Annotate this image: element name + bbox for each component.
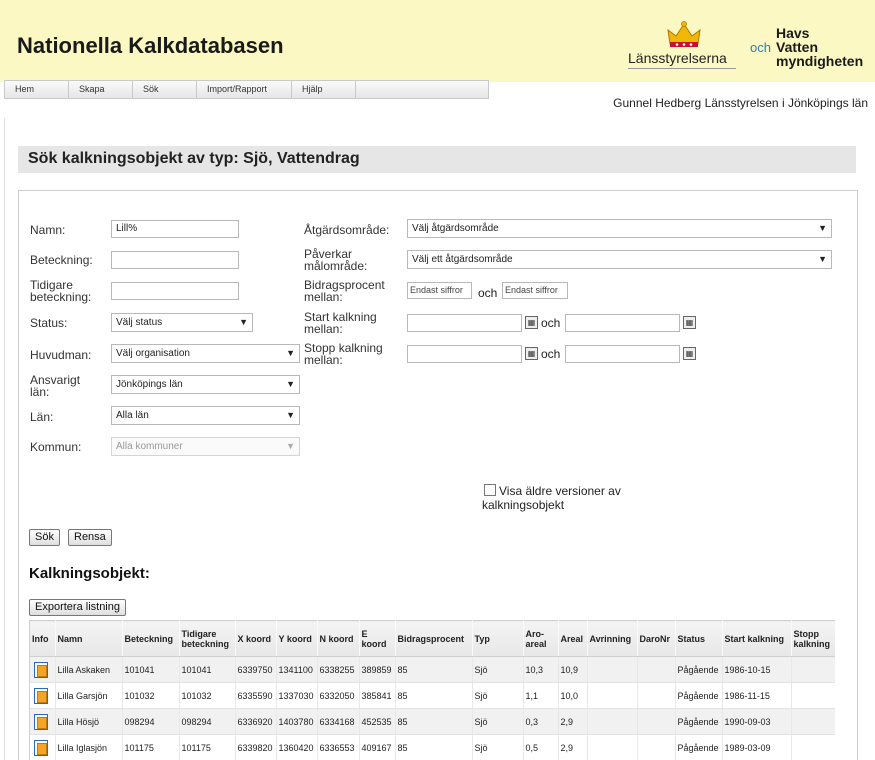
cell-bidrag: 85 <box>395 735 472 760</box>
cell-bidrag: 85 <box>395 683 472 709</box>
paverkar-malomrade-select[interactable]: Välj ett åtgärdsområde ▼ <box>407 250 832 269</box>
kommun-select: Alla kommuner ▼ <box>111 437 300 456</box>
namn-input[interactable]: Lill% <box>111 220 239 238</box>
export-button[interactable]: Exportera listning <box>29 599 126 616</box>
col-header-avrinning[interactable]: Avrinning <box>587 621 637 657</box>
col-header-stopp[interactable]: Stopp kalkning <box>791 621 835 657</box>
status-select[interactable]: Välj status ▼ <box>111 313 253 332</box>
header-banner <box>0 0 875 82</box>
cell-x: 6335590 <box>235 683 276 709</box>
lan-label: Län: <box>30 410 54 424</box>
och-label: och <box>478 286 498 300</box>
cell-typ: Sjö <box>472 709 523 735</box>
visa-aldre-label: Visa äldre versioner av kalkningsobjekt <box>482 484 621 512</box>
cell-stopp <box>791 735 835 760</box>
cell-x: 6336920 <box>235 709 276 735</box>
logged-in-user: Gunnel Hedberg Länsstyrelsen i Jönköpings län <box>613 96 868 110</box>
nav-spacer <box>356 81 488 98</box>
table-row <box>30 683 835 709</box>
cell-daronr <box>637 709 675 735</box>
cell-aro: 0,5 <box>523 735 558 760</box>
col-header-y[interactable]: Y koord <box>276 621 317 657</box>
cell-avrinning <box>587 709 637 735</box>
cell-start: 1989-03-09 <box>722 735 791 760</box>
visa-aldre-checkbox[interactable] <box>484 484 496 496</box>
cell-tidigare: 101175 <box>179 735 235 760</box>
info-icon[interactable] <box>34 662 48 678</box>
lan-select[interactable]: Alla län ▼ <box>111 406 300 425</box>
cell-status: Pågående <box>675 683 722 709</box>
nav-item-import-rapport[interactable]: Import/Rapport <box>197 81 292 98</box>
stopp-kalkning-from-input[interactable] <box>407 345 522 363</box>
cell-beteckning: 098294 <box>122 709 179 735</box>
cell-namn: Lilla Hösjö <box>55 709 122 735</box>
cell-avrinning <box>587 657 637 683</box>
cell-n: 6336553 <box>317 735 359 760</box>
cell-daronr <box>637 683 675 709</box>
beteckning-input[interactable] <box>111 251 239 269</box>
col-header-n[interactable]: N koord <box>317 621 359 657</box>
beteckning-label: Beteckning: <box>30 253 93 267</box>
cell-stopp <box>791 683 835 709</box>
cell-bidrag: 85 <box>395 657 472 683</box>
chevron-down-icon: ▼ <box>286 379 295 389</box>
col-header-aro[interactable]: Aro-areal <box>523 621 558 657</box>
chevron-down-icon: ▼ <box>818 223 827 233</box>
nav-item-hem[interactable]: Hem <box>5 81 69 98</box>
havs-och-word: och <box>750 40 771 55</box>
cell-typ: Sjö <box>472 683 523 709</box>
col-header-bidrag[interactable]: Bidragsprocent <box>395 621 472 657</box>
och-label: och <box>541 347 561 361</box>
col-header-daronr[interactable]: DaroNr <box>637 621 675 657</box>
cell-tidigare: 098294 <box>179 709 235 735</box>
col-header-beteckning[interactable]: Beteckning <box>122 621 179 657</box>
col-header-e[interactable]: E koord <box>359 621 395 657</box>
cell-n: 6334168 <box>317 709 359 735</box>
calendar-icon[interactable]: ▦ <box>683 316 696 329</box>
ansvarigt-lan-label: Ansvarigt län: <box>30 373 81 399</box>
cell-beteckning: 101032 <box>122 683 179 709</box>
cell-n: 6332050 <box>317 683 359 709</box>
results-title: Kalkningsobjekt: <box>29 565 150 582</box>
namn-label: Namn: <box>30 223 66 237</box>
cell-avrinning <box>587 735 637 760</box>
cell-namn: Lilla Iglasjön <box>55 735 122 760</box>
cell-areal: 10,9 <box>558 657 587 683</box>
cell-daronr <box>637 657 675 683</box>
cell-stopp <box>791 657 835 683</box>
cell-beteckning: 101041 <box>122 657 179 683</box>
calendar-icon[interactable]: ▦ <box>525 316 538 329</box>
cell-tidigare: 101032 <box>179 683 235 709</box>
cell-typ: Sjö <box>472 657 523 683</box>
crown-icon <box>666 20 702 50</box>
col-header-tidigare[interactable]: Tidigare beteckning <box>179 621 235 657</box>
cell-n: 6338255 <box>317 657 359 683</box>
bidragsprocent-to-input[interactable]: Endast siffror <box>502 282 568 299</box>
tidigare-beteckning-input[interactable] <box>111 282 239 300</box>
col-header-info[interactable]: Info <box>30 621 55 657</box>
cell-namn: Lilla Garsjön <box>55 683 122 709</box>
cell-start: 1986-10-15 <box>722 657 791 683</box>
havs-vatten-logo <box>750 26 870 74</box>
col-header-typ[interactable]: Typ <box>472 621 523 657</box>
cell-start: 1986-11-15 <box>722 683 791 709</box>
cell-bidrag: 85 <box>395 709 472 735</box>
lansstyrelserna-logo <box>626 20 741 70</box>
nav-item-hjalp[interactable]: Hjälp <box>292 81 356 98</box>
cell-start: 1990-09-03 <box>722 709 791 735</box>
cell-aro: 1,1 <box>523 683 558 709</box>
cell-aro: 0,3 <box>523 709 558 735</box>
huvudman-label: Huvudman: <box>30 348 92 362</box>
start-kalkning-from-input[interactable] <box>407 314 522 332</box>
app-title: Nationella Kalkdatabasen <box>17 33 284 58</box>
stopp-kalkning-label: Stopp kalkning mellan: <box>304 341 383 367</box>
chevron-down-icon: ▼ <box>286 348 295 358</box>
cell-e: 385841 <box>359 683 395 709</box>
status-label: Status: <box>30 316 68 330</box>
col-header-namn[interactable]: Namn <box>55 621 122 657</box>
cell-y: 1360420 <box>276 735 317 760</box>
info-icon[interactable] <box>34 740 48 756</box>
cell-e: 389859 <box>359 657 395 683</box>
col-header-areal[interactable]: Areal <box>558 621 587 657</box>
info-icon[interactable] <box>34 714 48 730</box>
nav-item-sok[interactable]: Sök <box>133 81 197 98</box>
ansvarigt-lan-select[interactable]: Jönköpings län ▼ <box>111 375 300 394</box>
calendar-icon[interactable]: ▦ <box>525 347 538 360</box>
table-row <box>30 735 835 760</box>
cell-y: 1403780 <box>276 709 317 735</box>
col-header-x[interactable]: X koord <box>235 621 276 657</box>
cell-x: 6339750 <box>235 657 276 683</box>
bidragsprocent-from-input[interactable]: Endast siffror <box>407 282 472 299</box>
atgardsomrade-select[interactable]: Välj åtgärdsområde ▼ <box>407 219 832 238</box>
cell-status: Pågående <box>675 657 722 683</box>
bidragsprocent-label: Bidragsprocent mellan: <box>304 278 385 304</box>
chevron-down-icon: ▼ <box>286 441 295 451</box>
cell-typ: Sjö <box>472 735 523 760</box>
cell-x: 6339820 <box>235 735 276 760</box>
chevron-down-icon: ▼ <box>818 254 827 264</box>
kommun-label: Kommun: <box>30 440 82 454</box>
cell-e: 409167 <box>359 735 395 760</box>
chevron-down-icon: ▼ <box>286 410 295 420</box>
cell-aro: 10,3 <box>523 657 558 683</box>
table-row <box>30 709 835 735</box>
paverkar-malomrade-label: Påverkar målområde: <box>304 247 368 273</box>
cell-areal: 2,9 <box>558 709 587 735</box>
cell-daronr <box>637 735 675 760</box>
rensa-button[interactable]: Rensa <box>68 529 112 546</box>
tidigare-beteckning-label: Tidigare beteckning: <box>30 278 92 304</box>
atgardsomrade-label: Åtgärdsområde: <box>304 223 390 237</box>
results-table <box>29 620 835 760</box>
main-menu <box>4 80 489 99</box>
table-row <box>30 657 835 683</box>
table-header-row <box>30 621 835 657</box>
calendar-icon[interactable]: ▦ <box>683 347 696 360</box>
page-divider <box>4 118 5 760</box>
col-header-status[interactable]: Status <box>675 621 722 657</box>
chevron-down-icon: ▼ <box>239 317 248 327</box>
stopp-kalkning-to-input[interactable] <box>565 345 680 363</box>
cell-avrinning <box>587 683 637 709</box>
huvudman-select[interactable]: Välj organisation ▼ <box>111 344 300 363</box>
cell-y: 1341100 <box>276 657 317 683</box>
start-kalkning-to-input[interactable] <box>565 314 680 332</box>
och-label: och <box>541 316 561 330</box>
col-header-start[interactable]: Start kalkning <box>722 621 791 657</box>
cell-e: 452535 <box>359 709 395 735</box>
cell-stopp <box>791 709 835 735</box>
cell-status: Pågående <box>675 709 722 735</box>
nav-item-skapa[interactable]: Skapa <box>69 81 133 98</box>
cell-beteckning: 101175 <box>122 735 179 760</box>
cell-areal: 2,9 <box>558 735 587 760</box>
lansstyrelserna-wordmark: Länsstyrelserna <box>628 50 727 66</box>
cell-areal: 10,0 <box>558 683 587 709</box>
cell-y: 1337030 <box>276 683 317 709</box>
cell-namn: Lilla Askaken <box>55 657 122 683</box>
havs-vatten-wordmark: Havs Vatten myndigheten <box>776 25 864 69</box>
cell-status: Pågående <box>675 735 722 760</box>
info-icon[interactable] <box>34 688 48 704</box>
start-kalkning-label: Start kalkning mellan: <box>304 310 377 336</box>
cell-tidigare: 101041 <box>179 657 235 683</box>
page-title: Sök kalkningsobjekt av typ: Sjö, Vattendrag <box>18 146 856 173</box>
sok-button[interactable]: Sök <box>29 529 60 546</box>
